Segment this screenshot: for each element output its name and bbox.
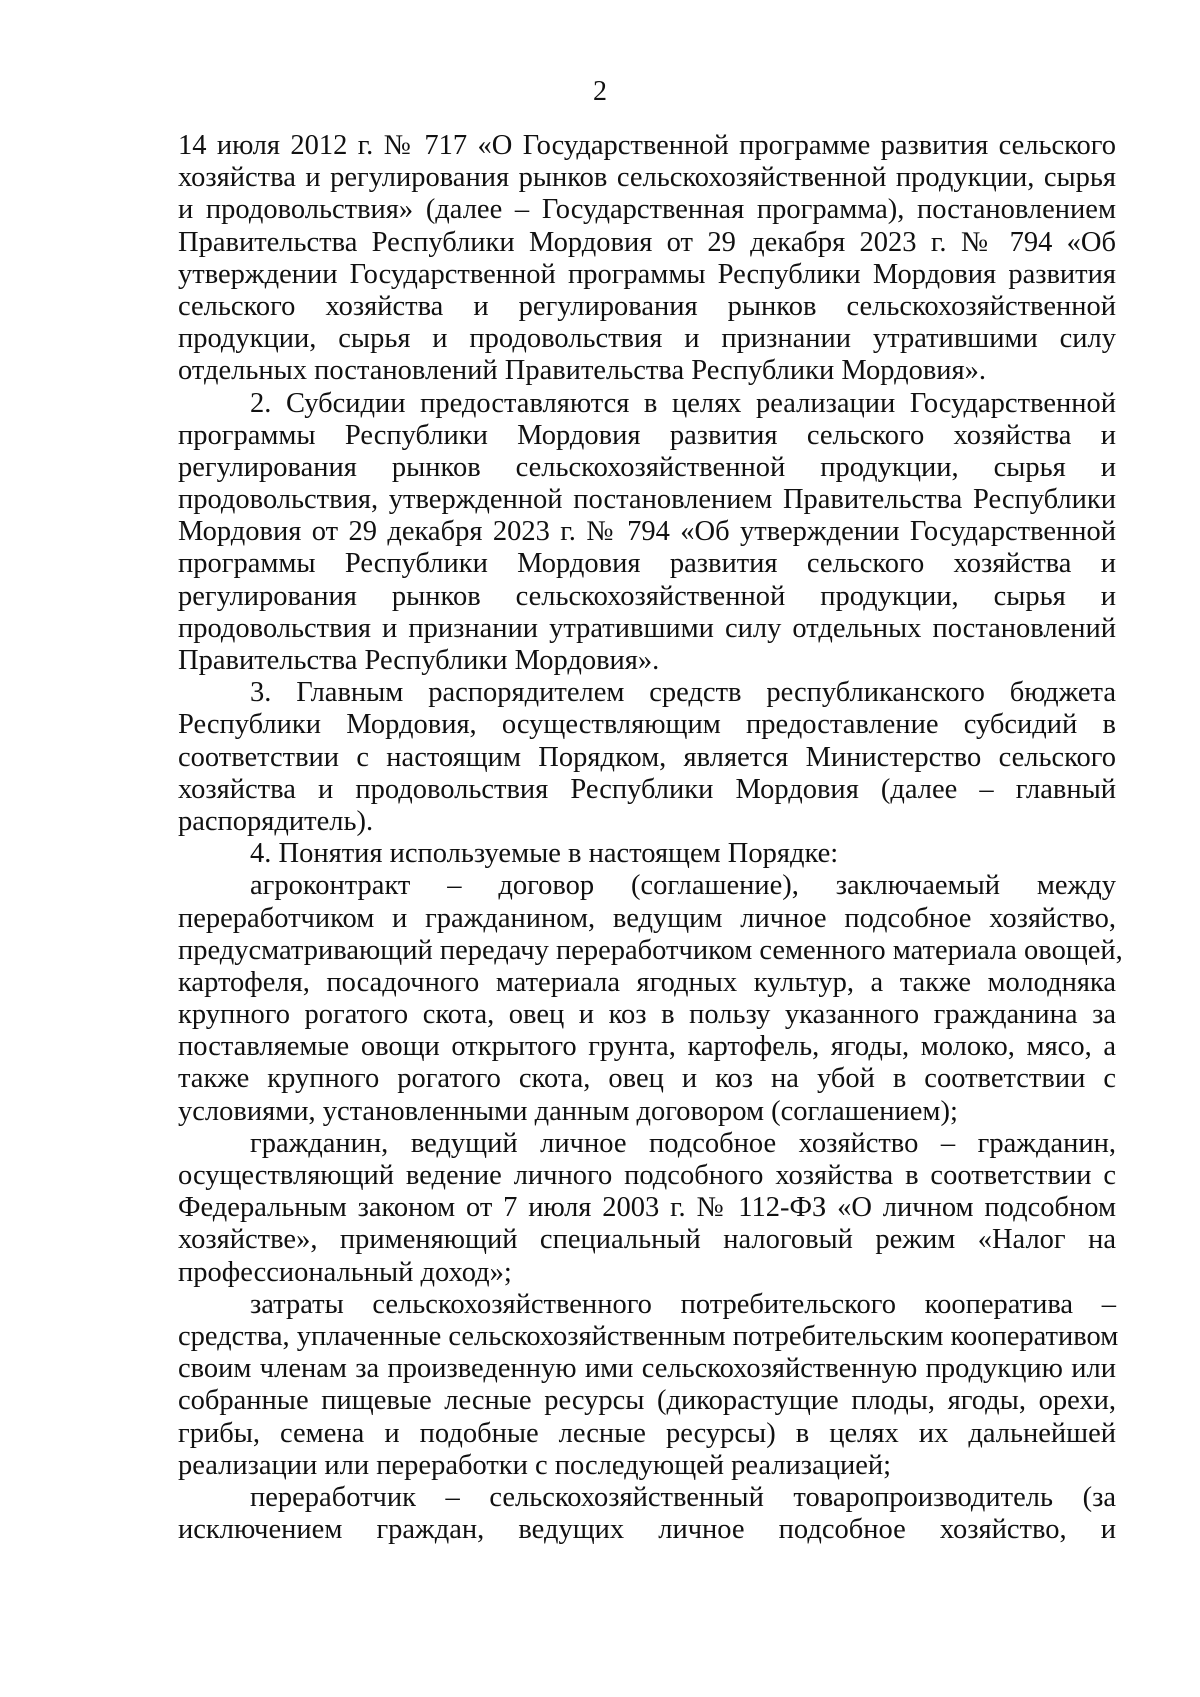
text-line: 14 июля 2012 г. № 717 «О Государственной программе развития сельского (178, 130, 1116, 161)
text-line: и продовольствия» (далее – Государственная программа), постановлением (178, 194, 1116, 226)
text-line: утверждении Государственной программы Республики Мордовия развития (178, 258, 1116, 290)
text-line: реализации или переработки с последующей реализацией; (178, 1449, 892, 1481)
text-line: распорядитель). (178, 805, 374, 837)
page-number: 2 (593, 76, 607, 107)
text-line: продовольствия и признании утратившими силу отдельных постановлений (178, 612, 1116, 644)
text-line: регулирования рынков сельскохозяйственной продукции, сырья и (178, 580, 1116, 612)
text-line: исключением граждан, ведущих личное подсобное хозяйство, и (178, 1514, 1116, 1546)
text-line: предусматривающий передачу переработчиком семенного материала овощей, (178, 934, 1123, 966)
text-line: регулирования рынков сельскохозяйственной продукции, сырья и (178, 451, 1116, 483)
body-text (178, 130, 1123, 1546)
text-line: 2. Субсидии предоставляются в целях реализации Государственной (250, 387, 1116, 419)
text-line: 3. Главным распорядителем средств республиканского бюджета (250, 677, 1116, 709)
text-line: продукции, сырья и продовольствия и признании утратившими силу (178, 323, 1116, 355)
text-line: картофеля, посадочного материала ягодных культур, а также молодняка (178, 966, 1116, 998)
text-line: своим членам за произведенную ими сельскохозяйственную продукцию или (178, 1353, 1116, 1385)
text-line: условиями, установленными данным договором (соглашением); (178, 1095, 958, 1127)
text-line: соответствии с настоящим Порядком, является Министерство сельского (178, 741, 1116, 773)
text-line: затраты сельскохозяйственного потребительского кооператива – (250, 1288, 1116, 1320)
text-line: Правительства Республики Мордовия от 29 декабря 2023 г. № 794 «Об (178, 226, 1116, 258)
text-line: крупного рогатого скота, овец и коз в пользу указанного гражданина за (178, 999, 1116, 1031)
text-line: Республики Мордовия, осуществляющим предоставление субсидий в (178, 709, 1116, 741)
text-line: профессиональный доход»; (178, 1256, 512, 1288)
text-line: агроконтракт – договор (соглашение), заключаемый между (250, 870, 1116, 902)
text-line: программы Республики Мордовия развития сельского хозяйства и (178, 419, 1116, 451)
text-line: сельского хозяйства и регулирования рынков сельскохозяйственной (178, 290, 1116, 322)
text-line: поставляемые овощи открытого грунта, картофель, ягоды, молоко, мясо, а (178, 1031, 1116, 1063)
text-line: 4. Понятия используемые в настоящем Порядке: (250, 838, 839, 870)
text-line: грибы, семена и подобные лесные ресурсы) в целях их дальнейшей (178, 1417, 1116, 1449)
text-line: отдельных постановлений Правительства Республики Мордовия». (178, 355, 987, 387)
text-line: продовольствия, утвержденной постановлением Правительства Республики (178, 484, 1116, 516)
text-line: хозяйства и продовольствия Республики Мордовия (далее – главный (178, 773, 1116, 805)
text-line: также крупного рогатого скота, овец и коз на убой в соответствии с (178, 1063, 1116, 1095)
text-line: средства, уплаченные сельскохозяйственным потребительским кооперативом (178, 1320, 1119, 1352)
text-line: хозяйства и регулирования рынков сельскохозяйственной продукции, сырья (178, 162, 1116, 194)
text-line: переработчик – сельскохозяйственный товаропроизводитель (за (250, 1481, 1116, 1513)
text-line: хозяйстве», применяющий специальный налоговый режим «Налог на (178, 1224, 1116, 1256)
text-line: программы Республики Мордовия развития сельского хозяйства и (178, 548, 1116, 580)
text-line: Федеральным законом от 7 июля 2003 г. № 112-ФЗ «О личном подсобном (178, 1192, 1116, 1224)
text-line: переработчиком и гражданином, ведущим личное подсобное хозяйство, (178, 902, 1116, 934)
text-line: осуществляющий ведение личного подсобного хозяйства в соответствии с (178, 1160, 1116, 1191)
text-line: Мордовия от 29 декабря 2023 г. № 794 «Об утверждении Государственной (178, 516, 1116, 548)
text-line: собранные пищевые лесные ресурсы (дикорастущие плоды, ягоды, орехи, (178, 1385, 1116, 1417)
text-line: гражданин, ведущий личное подсобное хозяйство – гражданин, (250, 1127, 1116, 1159)
text-line: Правительства Республики Мордовия». (178, 645, 660, 676)
